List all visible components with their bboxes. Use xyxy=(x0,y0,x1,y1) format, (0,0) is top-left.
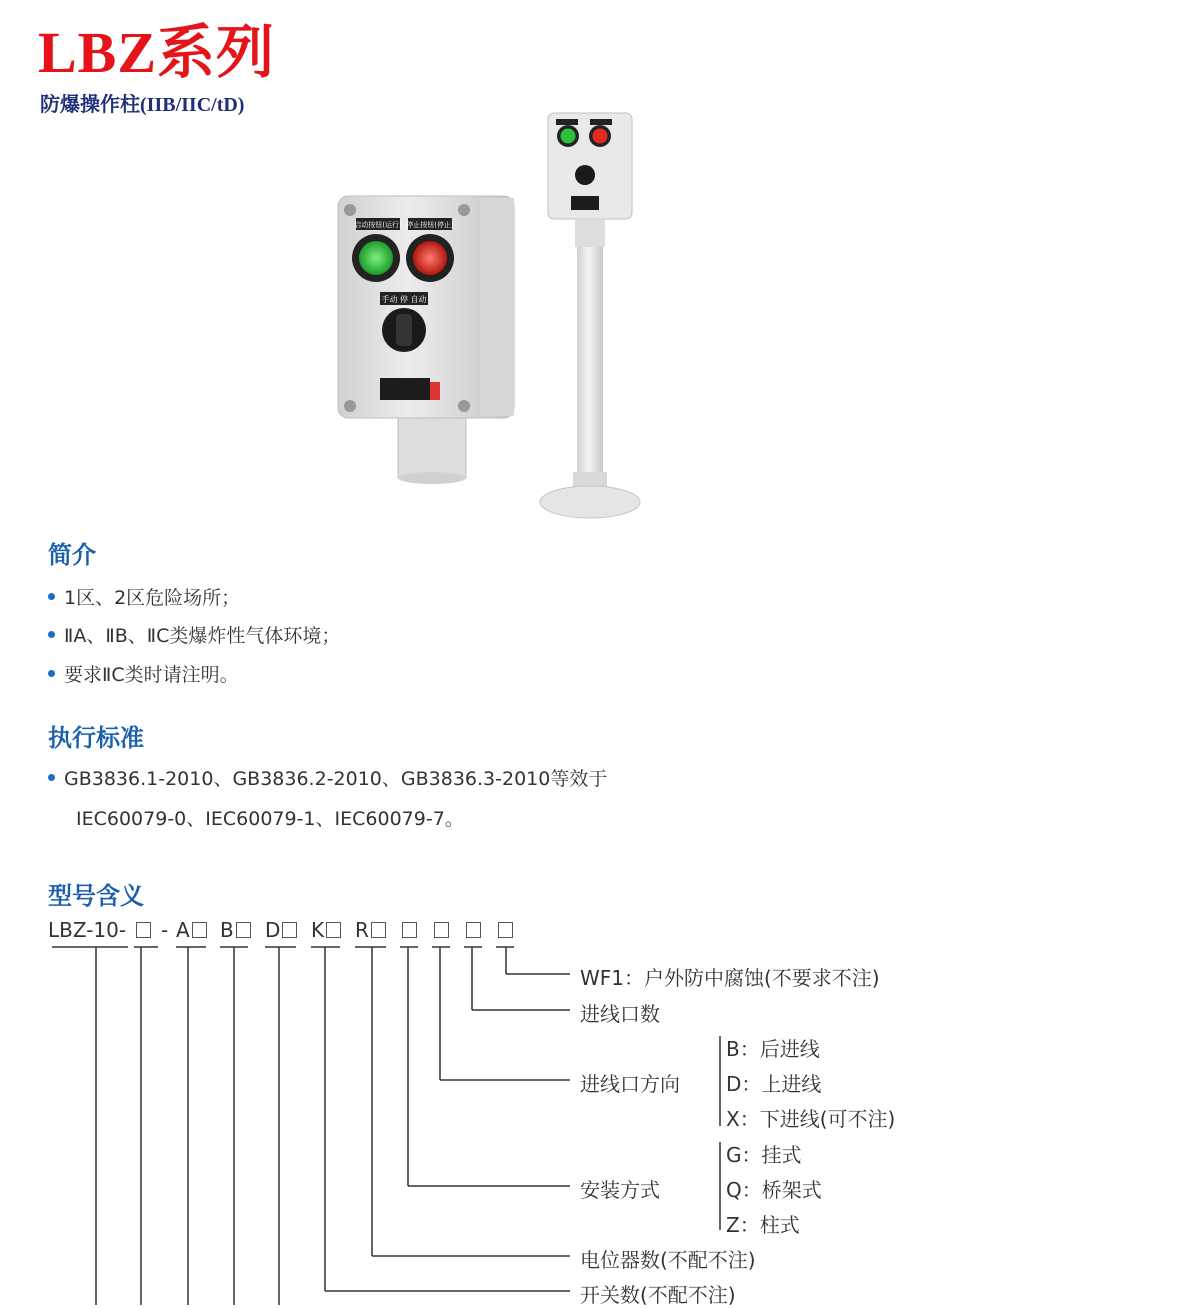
model-code-prefix: LBZ-10- xyxy=(48,918,127,942)
series-title: LBZ系列 xyxy=(38,20,276,85)
label-inlets: 进线口数 xyxy=(580,1002,660,1026)
label-inlet-direction: 进线口方向 xyxy=(580,1072,680,1096)
option-mounting-g: G：挂式 xyxy=(726,1143,802,1167)
intro-item: 要求ⅡC类时请注明。 xyxy=(48,660,239,687)
model-code-b: B xyxy=(220,918,251,942)
model-heading: 型号含义 xyxy=(48,882,144,910)
label-switches: 开关数(不配不注) xyxy=(580,1283,736,1307)
option-inlet-direction-x: X：下进线(可不注) xyxy=(726,1107,896,1131)
standards-line-1: GB3836.1-2010、GB3836.2-2010、GB3836.3-2010等效于 xyxy=(48,764,607,791)
standards-heading: 执行标准 xyxy=(48,724,144,752)
model-code-r: R xyxy=(355,918,386,942)
model-code-a: A xyxy=(176,918,207,942)
intro-heading: 简介 xyxy=(48,541,96,569)
switch-label: 手动 停 自动 xyxy=(381,295,427,304)
option-inlet-direction-d: D：上进线 xyxy=(726,1072,822,1096)
intro-item: 1区、2区危险场所； xyxy=(48,583,240,610)
label-potentiometers: 电位器数(不配不注) xyxy=(580,1248,756,1272)
standards-line-2: IEC60079-0、IEC60079-1、IEC60079-7。 xyxy=(76,808,464,830)
stop-button-label: 停止按钮(停止) xyxy=(406,221,454,229)
model-code-k: K xyxy=(311,918,341,942)
model-code-dash: - xyxy=(161,918,169,942)
start-button-label: 启动按钮(运行) xyxy=(354,221,402,229)
intro-item: ⅡA、ⅡB、ⅡC类爆炸性气体环境； xyxy=(48,621,340,648)
label-mounting: 安装方式 xyxy=(580,1178,660,1202)
series-subtitle: 防爆操作柱(IIB/IIC/tD) xyxy=(40,94,245,116)
model-code-d: D xyxy=(265,918,297,942)
label-wf1: WF1：户外防中腐蚀(不要求不注) xyxy=(580,966,880,990)
option-mounting-q: Q：桥架式 xyxy=(726,1178,822,1202)
option-inlet-direction-b: B：后进线 xyxy=(726,1037,820,1061)
option-mounting-z: Z：柱式 xyxy=(726,1213,800,1237)
